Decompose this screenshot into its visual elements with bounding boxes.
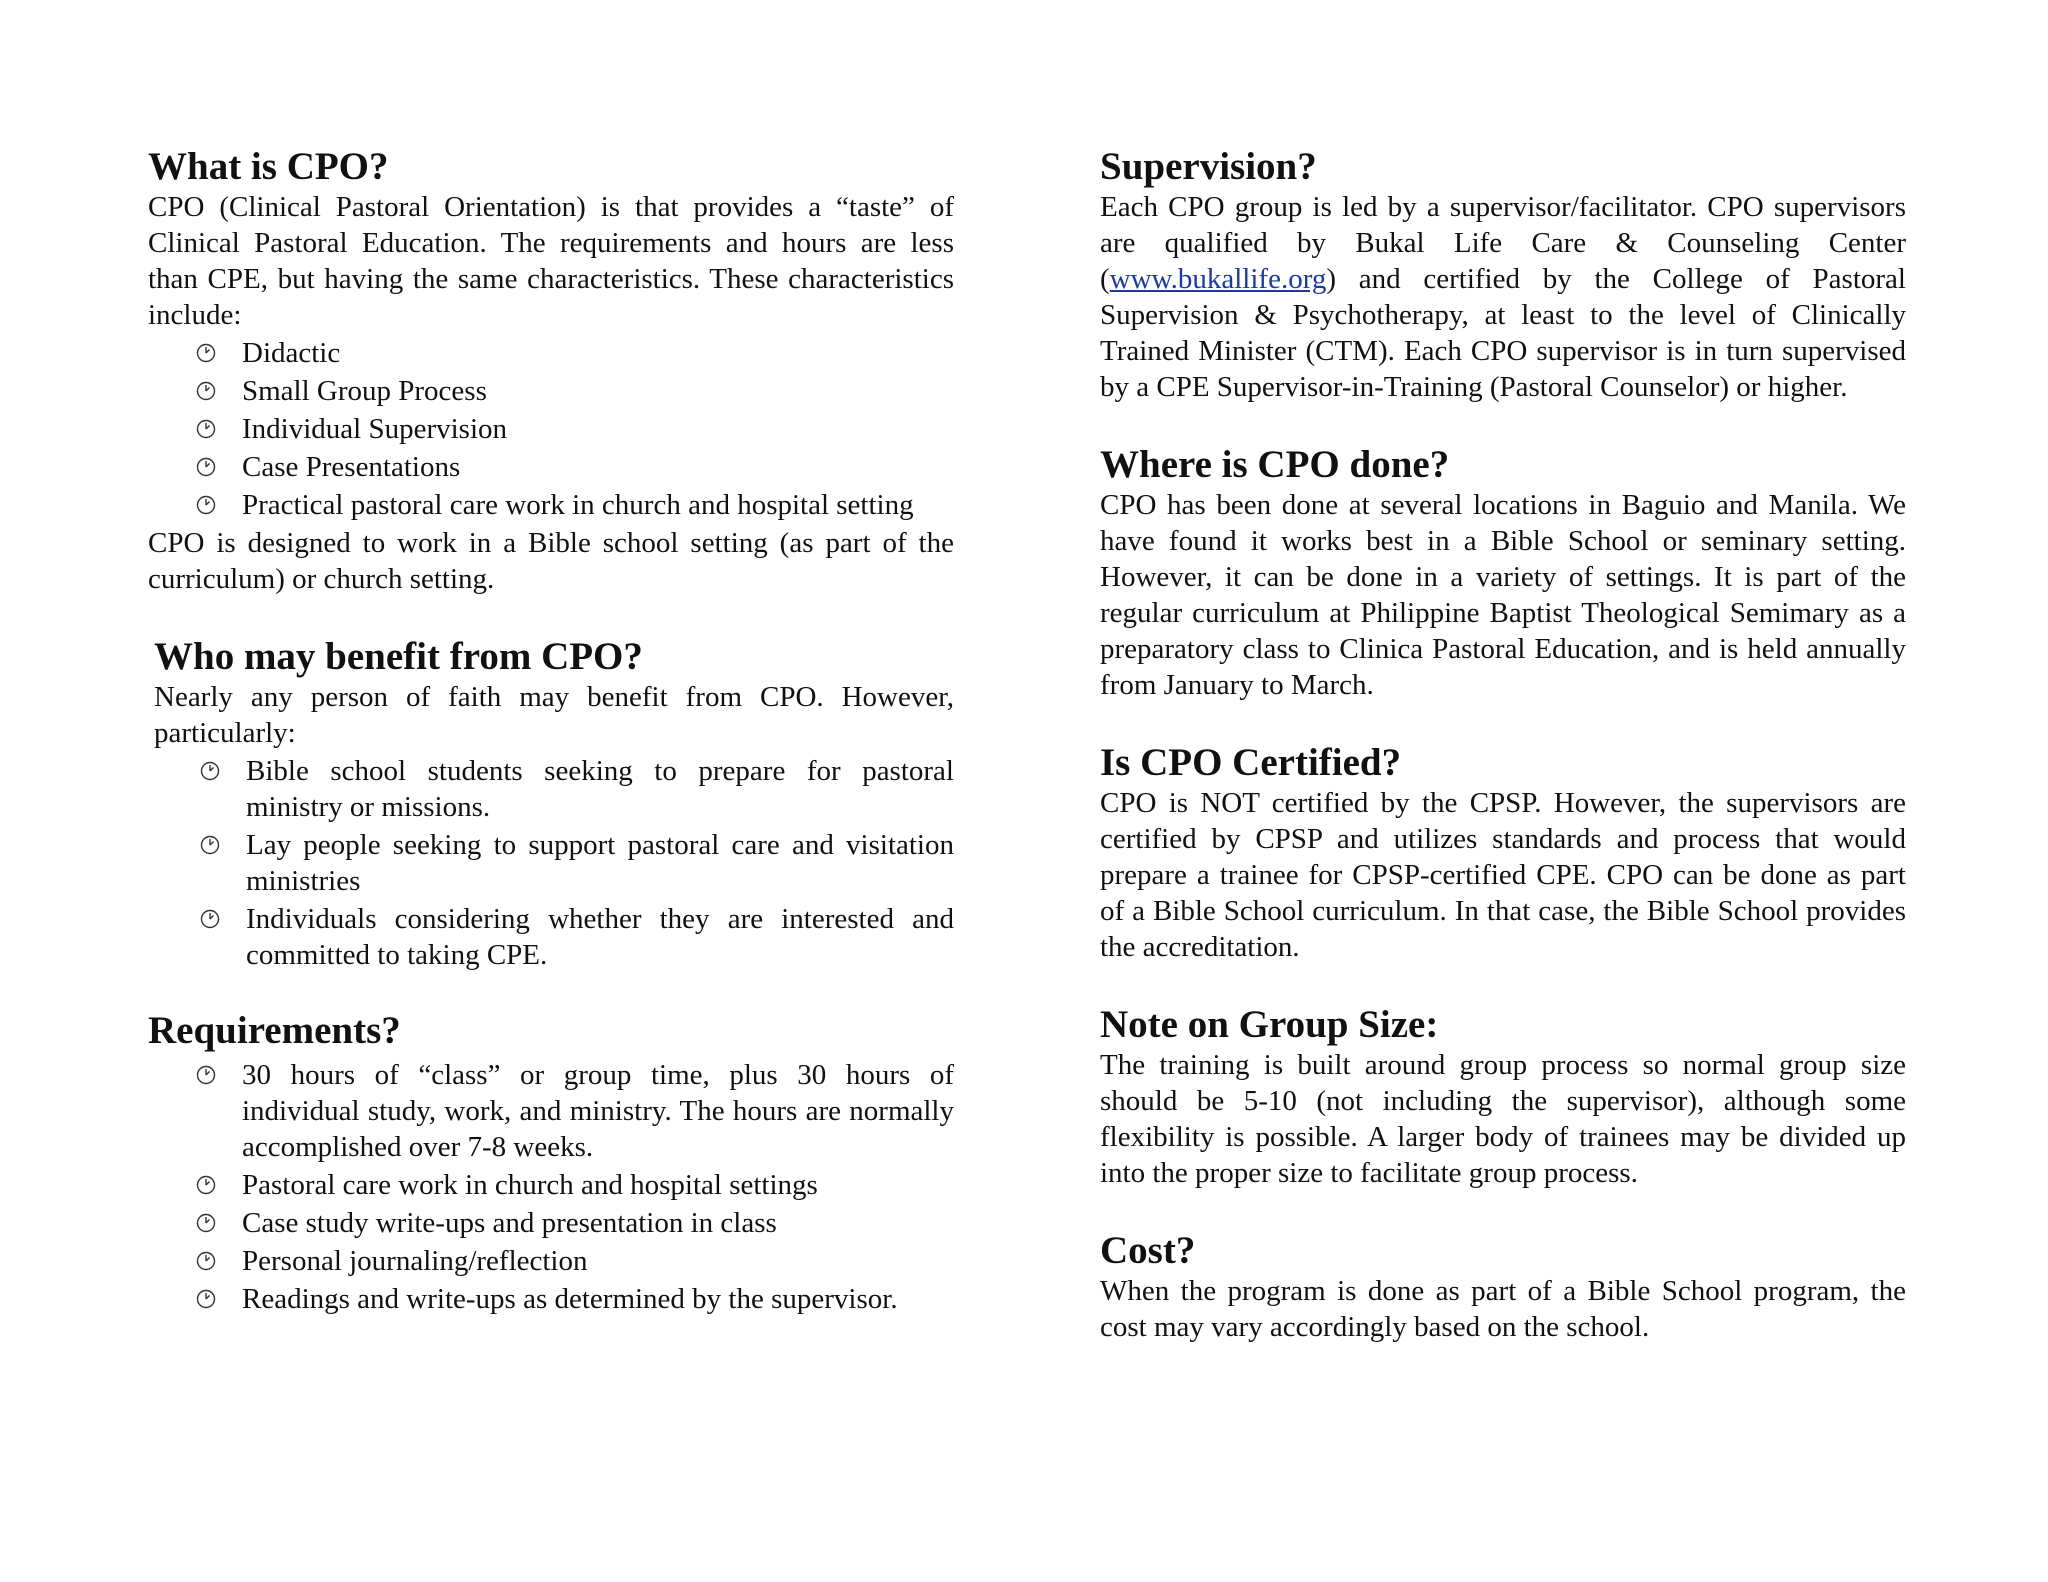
list-item-text: Pastoral care work in church and hospital settings bbox=[242, 1169, 818, 1201]
clock-icon bbox=[196, 1213, 216, 1233]
heading-group-size: Note on Group Size: bbox=[1100, 1003, 1439, 1046]
list-item bbox=[148, 1167, 954, 1203]
who-intro: Nearly any person of faith may benefit from CPO. However, particularly: bbox=[154, 681, 954, 749]
clock-icon bbox=[196, 1251, 216, 1271]
list-item-text: Lay people seeking to support pastoral care and visitation ministries bbox=[246, 829, 954, 897]
list-item bbox=[148, 1243, 954, 1279]
list-item-text: Personal journaling/reflection bbox=[242, 1245, 588, 1277]
list-item-text: Didactic bbox=[242, 337, 341, 369]
clock-icon bbox=[196, 381, 216, 401]
heading-supervision: Supervision? bbox=[1100, 145, 1317, 188]
section-supervision bbox=[1100, 145, 1906, 405]
heading-where-is-cpo-done: Where is CPO done? bbox=[1100, 443, 1450, 486]
heading-is-cpo-certified: Is CPO Certified? bbox=[1100, 741, 1402, 784]
clock-icon bbox=[196, 457, 216, 477]
clock-icon bbox=[200, 761, 220, 781]
list-item bbox=[148, 449, 954, 485]
list-item bbox=[148, 901, 954, 973]
section-is-cpo-certified bbox=[1100, 741, 1906, 965]
where-text: CPO has been done at several locations in Baguio and Manila. We have found it works best in a Bible School or seminary setting. However, it can be done in a variety of settings. It is part of the regular curriculum at Philippine Baptist Theological Semimary as a preparatory class to Clinica Pastoral Education, and is held annually from January to March. bbox=[1100, 489, 1906, 701]
list-item-text: Individuals considering whether they are interested and committed to taking CPE. bbox=[246, 903, 954, 971]
list-item bbox=[148, 1205, 954, 1241]
list-item-text: Practical pastoral care work in church and hospital setting bbox=[242, 489, 914, 521]
list-item bbox=[148, 487, 954, 523]
list-item bbox=[148, 1281, 954, 1317]
list-item-text: Bible school students seeking to prepare for pastoral ministry or missions. bbox=[246, 755, 954, 823]
clock-icon bbox=[196, 495, 216, 515]
clock-icon bbox=[200, 909, 220, 929]
list-item-text: Readings and write-ups as determined by the supervisor. bbox=[242, 1283, 898, 1315]
clock-icon bbox=[196, 1065, 216, 1085]
list-item bbox=[148, 373, 954, 409]
list-item bbox=[148, 1057, 954, 1165]
list-item bbox=[148, 827, 954, 899]
section-group-size bbox=[1100, 1003, 1906, 1191]
supervision-text-a: Each CPO group is led by a supervisor/facilitator. CPO supervisors are qualified by Bukal Life Care & Counseling Center ( bbox=[1100, 191, 1906, 295]
heading-who-may-benefit: Who may benefit from CPO? bbox=[154, 635, 643, 678]
what-intro: CPO (Clinical Pastoral Orientation) is that provides a “taste” of Clinical Pastoral Education. The requirements and hours are less than CPE, but having the same characteristics. These characteristics include: bbox=[148, 191, 954, 331]
clock-icon bbox=[196, 419, 216, 439]
left-column bbox=[148, 145, 954, 1319]
section-where-is-cpo-done bbox=[1100, 443, 1906, 703]
list-item bbox=[148, 411, 954, 447]
list-item-text: Small Group Process bbox=[242, 375, 487, 407]
supervision-text-b: ) and certified by the College of Pastoral Supervision & Psychotherapy, at least to the level of Clinically Trained Minister (CTM). Each CPO supervisor is in turn supervised by a CPE Supervisor-in-Training (Pastoral Counselor) or higher. bbox=[1100, 263, 1906, 403]
heading-what-is-cpo: What is CPO? bbox=[148, 145, 389, 188]
list-item bbox=[148, 753, 954, 825]
heading-requirements: Requirements? bbox=[148, 1009, 401, 1052]
what-outro: CPO is designed to work in a Bible school setting (as part of the curriculum) or church setting. bbox=[148, 527, 954, 595]
section-requirements bbox=[148, 1009, 954, 1317]
requirements-list bbox=[148, 1057, 954, 1317]
bukallife-link[interactable]: www.bukallife.org bbox=[1109, 263, 1327, 295]
list-item-text: 30 hours of “class” or group time, plus 30 hours of individual study, work, and ministry. The hours are normally accomplished over 7-8 weeks. bbox=[242, 1059, 954, 1163]
list-item-text: Case Presentations bbox=[242, 451, 461, 483]
supervision-text bbox=[1100, 189, 1906, 405]
characteristics-list bbox=[148, 335, 954, 523]
clock-icon bbox=[200, 835, 220, 855]
list-item bbox=[148, 335, 954, 371]
group-size-text: The training is built around group process so normal group size should be 5-10 (not including the supervisor), although some flexibility is possible. A larger body of trainees may be divided up into the proper size to facilitate group process. bbox=[1100, 1049, 1906, 1189]
right-column bbox=[1100, 145, 1906, 1345]
list-item-text: Case study write-ups and presentation in class bbox=[242, 1207, 777, 1239]
section-who-may-benefit bbox=[148, 635, 954, 973]
list-item-text: Individual Supervision bbox=[242, 413, 508, 445]
cost-text: When the program is done as part of a Bible School program, the cost may vary accordingly based on the school. bbox=[1100, 1275, 1906, 1343]
certified-text: CPO is NOT certified by the CPSP. However, the supervisors are certified by CPSP and utilizes standards and process that would prepare a trainee for CPSP-certified CPE. CPO can be done as part of a Bible School curriculum. In that case, the Bible School provides the accreditation. bbox=[1100, 787, 1906, 963]
beneficiaries-list bbox=[148, 753, 954, 973]
clock-icon bbox=[196, 343, 216, 363]
section-what-is-cpo bbox=[148, 145, 954, 597]
section-cost bbox=[1100, 1229, 1906, 1345]
heading-cost: Cost? bbox=[1100, 1229, 1196, 1272]
clock-icon bbox=[196, 1175, 216, 1195]
clock-icon bbox=[196, 1289, 216, 1309]
